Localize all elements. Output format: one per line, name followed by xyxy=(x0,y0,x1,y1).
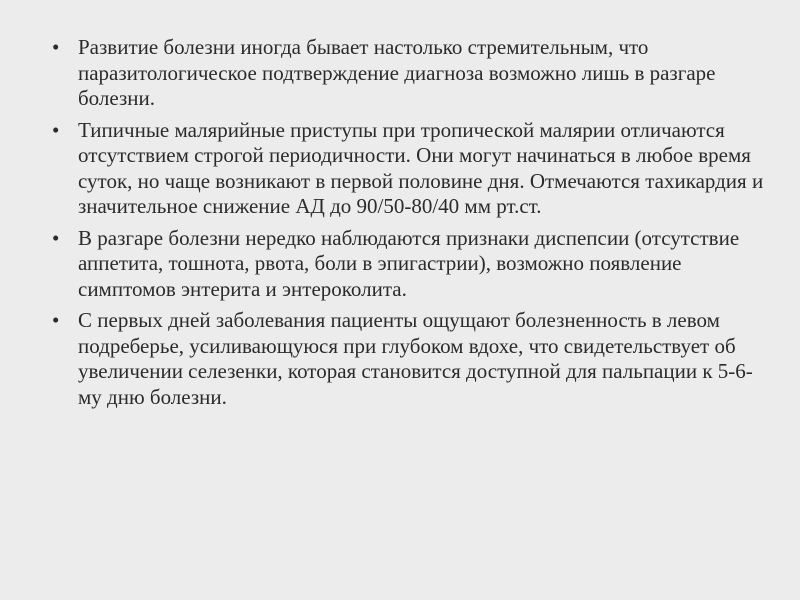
bullet-item xyxy=(52,308,767,410)
bullet-list xyxy=(52,35,767,410)
bullet-marker: • xyxy=(52,308,60,332)
bullet-text: Развитие болезни иногда бывает настолько стремительным, что паразитологическое подтверждение диагноза возможно лишь в разгаре болезни. xyxy=(78,35,716,110)
bullet-marker: • xyxy=(52,225,60,250)
bullet-text: Типичные малярийные приступы при тропической малярии отличаются отсутствием строгой периодичности. Они могут начинаться в любое время суток, но чаще возникают в первой половине дня. Отмечаются тахикардия и значительное снижение АД до 90/50-80/40 мм рт.ст. xyxy=(78,117,764,218)
bullet-text: С первых дней заболевания пациенты ощущают болезненность в левом подреберье, усиливающуюся при глубоком вдохе, что свидетельствует об увеличении селезенки, которая становится доступной для пальпации к 5-6-му дню болезни. xyxy=(78,308,753,409)
bullet-marker: • xyxy=(52,35,60,59)
bullet-marker: • xyxy=(52,117,60,142)
bullet-item xyxy=(52,118,767,220)
bullet-item xyxy=(52,35,767,112)
bullet-text: В разгаре болезни нередко наблюдаются признаки диспепсии (отсутствие аппетита, тошнота, рвота, боли в эпигастрии), возможно появление симптомов энтерита и энтероколита. xyxy=(78,225,740,301)
bullet-item xyxy=(52,226,767,303)
